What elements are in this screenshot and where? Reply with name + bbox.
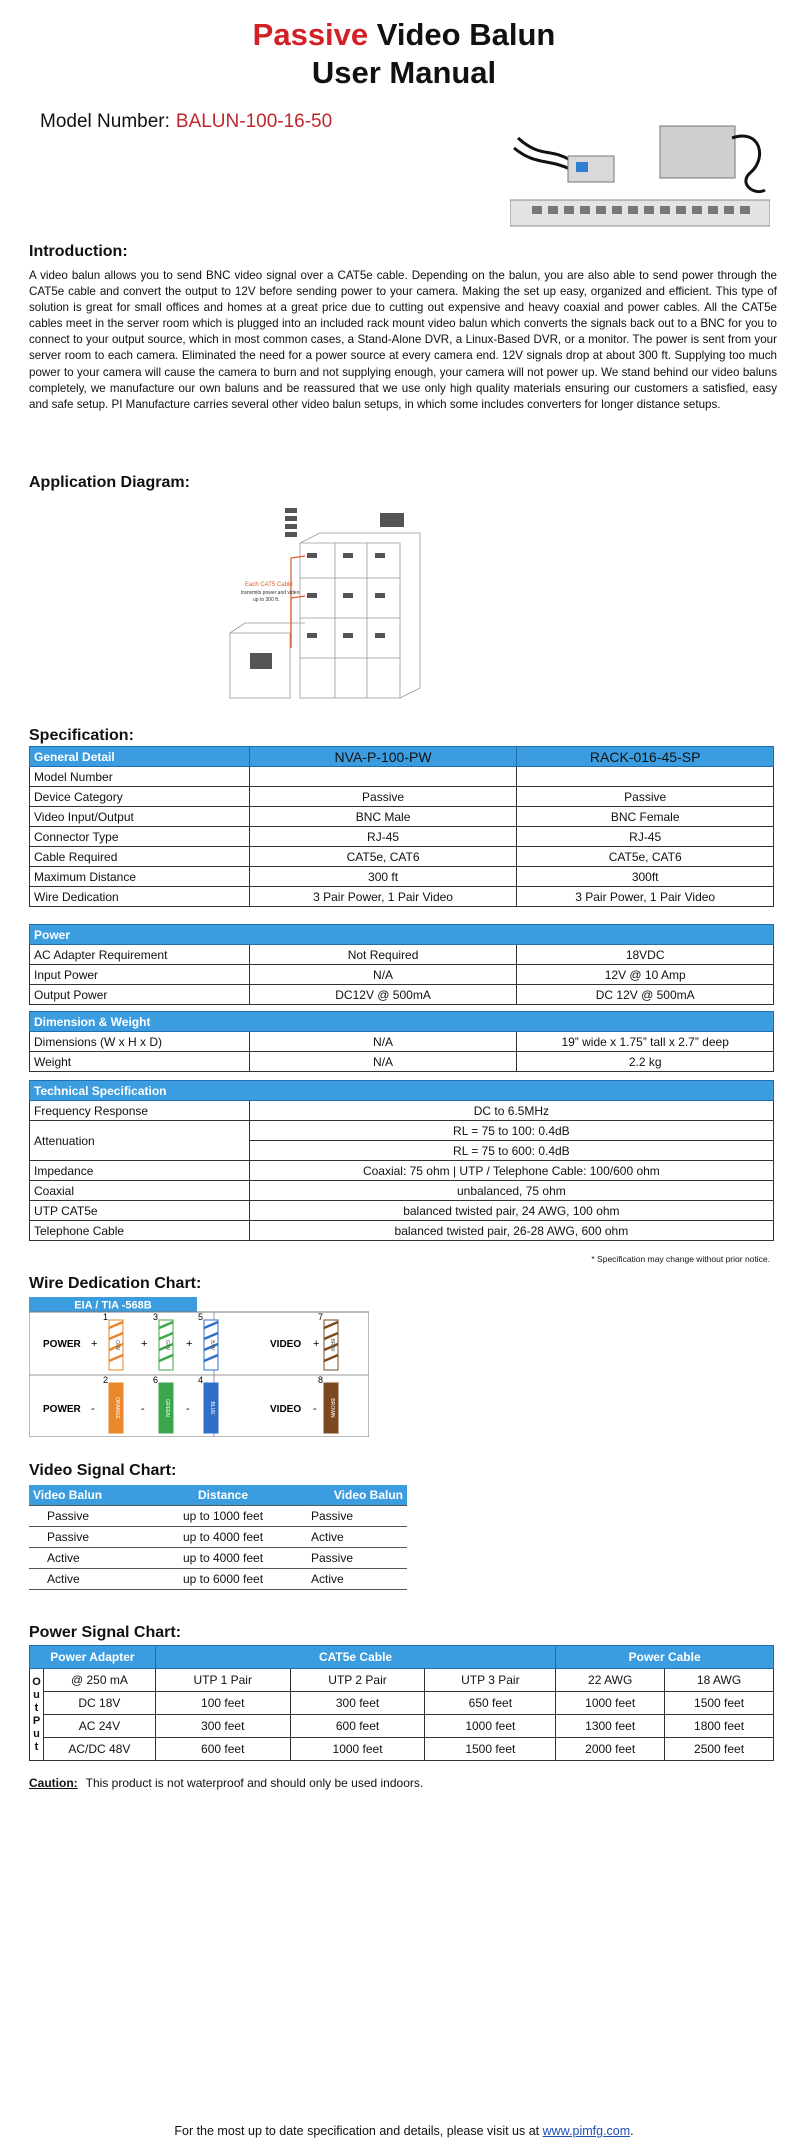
footer xyxy=(0,2124,808,2138)
diagram-label-3: up to 300 ft. xyxy=(253,597,280,603)
freq-value: DC to 6.5MHz xyxy=(249,1101,773,1121)
side-letter: t xyxy=(34,1701,39,1714)
power-cell: 650 feet xyxy=(425,1692,556,1715)
wire-color-label: BLUE xyxy=(209,1401,215,1415)
table-row xyxy=(29,1506,407,1527)
table-row xyxy=(30,847,774,867)
spec-key: Weight xyxy=(30,1052,250,1072)
power-adapter-header: Power Adapter xyxy=(30,1646,156,1669)
video-cell: up to 1000 feet xyxy=(159,1506,287,1527)
power-subheader: 22 AWG xyxy=(556,1669,665,1692)
diagram-label-2: transmits power and video xyxy=(241,590,300,596)
title-line-1 xyxy=(0,16,808,54)
side-letter: t xyxy=(34,1740,39,1753)
caution-text: This product is not waterproof and should only be used indoors. xyxy=(85,1776,424,1790)
power-cell: 100 feet xyxy=(155,1692,290,1715)
minus-1: - xyxy=(91,1403,95,1415)
spec-value-b: 3 Pair Power, 1 Pair Video xyxy=(517,887,774,907)
intro-text: A video balun allows you to send BNC video signal over a CAT5e cable. Depending on the balun, you are also able to send power through the CAT5e cable and convert the output to 12V before sending power to your camera. Making the set up easy, organized and efficient. This type of solution is great for small offices and homes at a great price due to cutting out expensive and heavy coaxial and power cables. All the CAT5e cables meet in the server room which is plugged into an included rack mount video balun which converts the signals back out to a BNC for you to connect to your output source, which in most common cases, a Stand-Alone DVR, a Linux-Based DVR, or a monitor. The power is sent from your server room to each camera. Eliminated the need for a power source at every camera end. 12V signals drop at about 300 ft. Supplying too much power to your camera will cause the camera to burn and not supplying enough, your camera will not power up. We stand behind our video baluns completely, we manufacture our own baluns and be reassured that we use only high quality materials ensuring our customers a satisfied, easy and safe setup. PI Manufacture carries several other video balun setups, in which some includes converters for longer distance setups. xyxy=(29,269,777,411)
table-row xyxy=(30,1692,774,1715)
spec-key: Dimensions (W x H x D) xyxy=(30,1032,250,1052)
power-cell: AC/DC 48V xyxy=(43,1738,155,1761)
table-row xyxy=(30,807,774,827)
power-subheader: UTP 2 Pair xyxy=(290,1669,425,1692)
table-row xyxy=(30,1121,774,1141)
power-cell: 1000 feet xyxy=(290,1738,425,1761)
spec-value-a: N/A xyxy=(249,1032,517,1052)
wire-power-bottom: POWER xyxy=(43,1404,81,1415)
video-cell: Passive xyxy=(287,1506,407,1527)
spec-key: Input Power xyxy=(30,965,250,985)
table-row xyxy=(30,965,774,985)
title-rest: Video Balun xyxy=(368,17,556,52)
diagram-label-1: Each CAT5 Cable xyxy=(245,582,293,588)
spec-general-table xyxy=(29,746,774,907)
title-line-2: User Manual xyxy=(311,55,497,90)
footer-end: . xyxy=(630,2124,634,2138)
model-label: Model Number: xyxy=(40,111,170,132)
minus-3: - xyxy=(186,1403,190,1415)
spec-value: unbalanced, 75 ohm xyxy=(249,1181,773,1201)
model-value: BALUN-100-16-50 xyxy=(175,111,333,132)
table-row xyxy=(29,1569,407,1590)
spec-note: * Specification may change without prior notice. xyxy=(591,1254,770,1264)
spec-key: Maximum Distance xyxy=(30,867,250,887)
video-cell: Active xyxy=(29,1569,159,1590)
plus-3: + xyxy=(186,1338,193,1350)
spec-value-b: Passive xyxy=(517,787,774,807)
power-chart-header xyxy=(30,1646,774,1669)
spec-key: Coaxial xyxy=(30,1181,250,1201)
spec-key: Model Number xyxy=(30,767,250,787)
spec-value: balanced twisted pair, 26-28 AWG, 600 ohm xyxy=(249,1221,773,1241)
power-section-label: Power xyxy=(30,925,774,945)
power-cell: 1300 feet xyxy=(556,1715,665,1738)
wire-power-top: POWER xyxy=(43,1339,81,1350)
caution-label: Caution: xyxy=(29,1776,78,1790)
video-chart-heading: Video Signal Chart: xyxy=(29,1462,177,1479)
title-passive: Passive xyxy=(252,17,369,52)
spec-power-table xyxy=(29,924,774,1005)
cat5e-cable-header: CAT5e Cable xyxy=(155,1646,555,1669)
plus-1: + xyxy=(91,1338,98,1350)
wire-color-label: ORANGE xyxy=(114,1397,120,1419)
wire-heading: Wire Dedication Chart: xyxy=(29,1275,202,1292)
spec-key: Cable Required xyxy=(30,847,250,867)
spec-key: Telephone Cable xyxy=(30,1221,250,1241)
spec-key: Connector Type xyxy=(30,827,250,847)
table-row xyxy=(30,985,774,1005)
spec-value-b: 2.2 kg xyxy=(517,1052,774,1072)
video-cell: Passive xyxy=(29,1506,159,1527)
spec-value-b: CAT5e, CAT6 xyxy=(517,847,774,867)
spec-value-b: 300ft xyxy=(517,867,774,887)
power-subheader: UTP 1 Pair xyxy=(155,1669,290,1692)
model-col-1: NVA-P-100-PW xyxy=(249,747,517,767)
power-cell: 1000 feet xyxy=(556,1692,665,1715)
table-row xyxy=(30,1669,774,1692)
video-cell: Passive xyxy=(287,1548,407,1569)
side-letter: P xyxy=(32,1714,41,1727)
pin-number: 8 xyxy=(318,1375,324,1385)
table-row xyxy=(30,1201,774,1221)
table-row xyxy=(30,767,774,787)
output-side-label xyxy=(30,1669,44,1761)
table-row xyxy=(30,1101,774,1121)
atten-value-1: RL = 75 to 100: 0.4dB xyxy=(249,1121,773,1141)
table-row xyxy=(30,1032,774,1052)
wire-color-label: O/W xyxy=(114,1340,120,1350)
plus-4: + xyxy=(313,1338,320,1350)
pin-number: 7 xyxy=(318,1312,324,1322)
video-header-2: Distance xyxy=(159,1485,287,1506)
spec-key: Wire Dedication xyxy=(30,887,250,907)
power-cell: 1500 feet xyxy=(425,1738,556,1761)
technical-section-label: Technical Specification xyxy=(30,1081,774,1101)
video-header-3: Video Balun xyxy=(287,1485,407,1506)
intro-heading: Introduction: xyxy=(29,243,128,260)
table-row xyxy=(29,1548,407,1569)
pin-number: 5 xyxy=(198,1312,204,1322)
video-chart-header xyxy=(29,1485,407,1506)
table-row xyxy=(30,1221,774,1241)
minus-2: - xyxy=(141,1403,145,1415)
specification-heading: Specification: xyxy=(29,727,134,744)
wire-color-label: BR/W xyxy=(329,1338,335,1352)
pin-number: 6 xyxy=(153,1375,159,1385)
table-row xyxy=(30,887,774,907)
spec-value-a: Passive xyxy=(249,787,517,807)
website-link[interactable]: www.pimfg.com xyxy=(542,2124,631,2138)
video-cell: Active xyxy=(287,1527,407,1548)
power-cell: 600 feet xyxy=(155,1738,290,1761)
spec-value-a: RJ-45 xyxy=(249,827,517,847)
power-cell: AC 24V xyxy=(43,1715,155,1738)
power-cable-header: Power Cable xyxy=(556,1646,774,1669)
power-cell: 1800 feet xyxy=(665,1715,774,1738)
video-cell: up to 4000 feet xyxy=(159,1548,287,1569)
wire-video-bottom: VIDEO xyxy=(270,1404,302,1415)
table-row xyxy=(30,945,774,965)
atten-value-2: RL = 75 to 600: 0.4dB xyxy=(249,1141,773,1161)
spec-key: Impedance xyxy=(30,1161,250,1181)
video-cell: Passive xyxy=(29,1527,159,1548)
video-cell: up to 4000 feet xyxy=(159,1527,287,1548)
power-subheader: UTP 3 Pair xyxy=(425,1669,556,1692)
atten-key: Attenuation xyxy=(30,1121,250,1161)
table-row xyxy=(30,867,774,887)
spec-key: Video Input/Output xyxy=(30,807,250,827)
pin-number: 3 xyxy=(153,1312,159,1322)
power-subheader: @ 250 mA xyxy=(43,1669,155,1692)
table-row xyxy=(30,1161,774,1181)
spec-value: balanced twisted pair, 24 AWG, 100 ohm xyxy=(249,1201,773,1221)
spec-value-a: DC12V @ 500mA xyxy=(249,985,517,1005)
spec-technical-table xyxy=(29,1080,774,1241)
power-cell: 300 feet xyxy=(290,1692,425,1715)
power-cell: 2000 feet xyxy=(556,1738,665,1761)
wire-color-label: BROWN xyxy=(329,1398,335,1418)
spec-value-a xyxy=(249,767,517,787)
wire-dedication-chart xyxy=(29,1297,369,1437)
spec-value-a: 300 ft xyxy=(249,867,517,887)
spec-value-a: Not Required xyxy=(249,945,517,965)
pin-number: 1 xyxy=(103,1312,109,1322)
side-letter: u xyxy=(33,1688,40,1701)
spec-dimension-table xyxy=(29,1011,774,1072)
model-number xyxy=(40,111,332,133)
table-row xyxy=(29,1527,407,1548)
power-cell: 1500 feet xyxy=(665,1692,774,1715)
spec-value-b: BNC Female xyxy=(517,807,774,827)
table-row xyxy=(30,1052,774,1072)
spec-value-b xyxy=(517,767,774,787)
power-cell: DC 18V xyxy=(43,1692,155,1715)
wire-standard: EIA / TIA -568B xyxy=(74,1299,152,1312)
model-col-2: RACK-016-45-SP xyxy=(517,747,774,767)
wire-color-label: GREEN xyxy=(164,1399,170,1417)
power-signal-table xyxy=(29,1645,774,1761)
dimension-section-label: Dimension & Weight xyxy=(30,1012,774,1032)
minus-4: - xyxy=(313,1403,317,1415)
wire-color-label: G/W xyxy=(164,1340,170,1350)
table-row xyxy=(30,787,774,807)
table-row xyxy=(30,1738,774,1761)
power-cell: 600 feet xyxy=(290,1715,425,1738)
spec-value-b: RJ-45 xyxy=(517,827,774,847)
spec-value-a: N/A xyxy=(249,1052,517,1072)
power-cell: 1000 feet xyxy=(425,1715,556,1738)
spec-general-header xyxy=(30,747,774,767)
spec-key: AC Adapter Requirement xyxy=(30,945,250,965)
power-subheader: 18 AWG xyxy=(665,1669,774,1692)
spec-value: Coaxial: 75 ohm | UTP / Telephone Cable: 100/600 ohm xyxy=(249,1161,773,1181)
footer-text: For the most up to date specification and details, please visit us at xyxy=(174,2124,543,2138)
wire-video-top: VIDEO xyxy=(270,1339,302,1350)
freq-key: Frequency Response xyxy=(30,1101,250,1121)
power-cell: 300 feet xyxy=(155,1715,290,1738)
table-row xyxy=(30,1715,774,1738)
table-row xyxy=(30,827,774,847)
spec-value-b: DC 12V @ 500mA xyxy=(517,985,774,1005)
spec-key: Device Category xyxy=(30,787,250,807)
spec-value-a: 3 Pair Power, 1 Pair Video xyxy=(249,887,517,907)
pin-number: 2 xyxy=(103,1375,109,1385)
spec-value-b: 19” wide x 1.75” tall x 2.7” deep xyxy=(517,1032,774,1052)
application-diagram xyxy=(225,498,480,706)
video-cell: Active xyxy=(29,1548,159,1569)
pin-number: 4 xyxy=(198,1375,204,1385)
spec-value-a: CAT5e, CAT6 xyxy=(249,847,517,867)
table-row xyxy=(30,1181,774,1201)
video-signal-table xyxy=(29,1485,407,1590)
spec-key: Output Power xyxy=(30,985,250,1005)
application-heading: Application Diagram: xyxy=(29,474,190,491)
spec-value-a: N/A xyxy=(249,965,517,985)
wire-color-label: B/W xyxy=(209,1340,215,1350)
video-cell: up to 6000 feet xyxy=(159,1569,287,1590)
spec-value-b: 12V @ 10 Amp xyxy=(517,965,774,985)
general-detail-label: General Detail xyxy=(30,747,250,767)
side-letter: O xyxy=(32,1675,41,1688)
power-cell: 2500 feet xyxy=(665,1738,774,1761)
power-chart-heading: Power Signal Chart: xyxy=(29,1624,182,1641)
spec-value-a: BNC Male xyxy=(249,807,517,827)
product-image xyxy=(510,118,770,238)
plus-2: + xyxy=(141,1338,148,1350)
video-header-1: Video Balun xyxy=(29,1485,159,1506)
side-letter: u xyxy=(33,1727,40,1740)
spec-key: UTP CAT5e xyxy=(30,1201,250,1221)
spec-value-b: 18VDC xyxy=(517,945,774,965)
caution-note xyxy=(29,1776,423,1790)
video-cell: Active xyxy=(287,1569,407,1590)
